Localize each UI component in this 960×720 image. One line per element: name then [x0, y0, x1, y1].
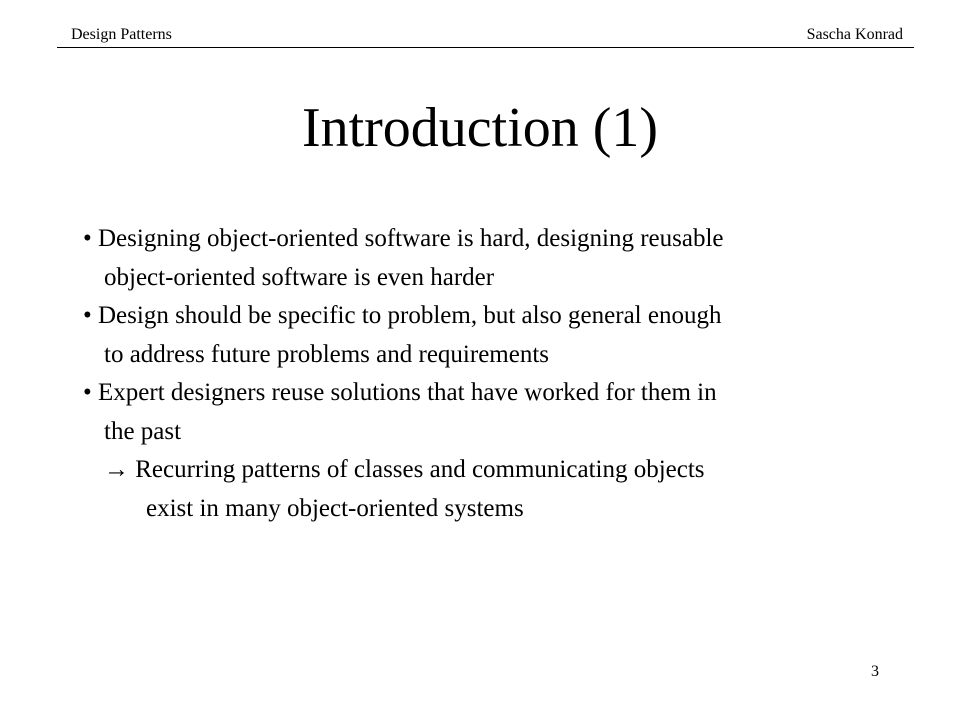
slide-title: Introduction (1) [301, 97, 659, 159]
sub-point-line: → Recurring patterns of classes and communicating objects [104, 456, 705, 483]
sub-point-continuation: exist in many object-oriented systems [146, 494, 524, 522]
bullet-continuation: object-oriented software is even harder [104, 263, 495, 291]
bullet-item [83, 374, 913, 528]
bullet-item [83, 220, 913, 297]
bullet-line: • Design should be specific to problem, but also general enough [83, 302, 722, 329]
header-author: Sascha Konrad [806, 26, 903, 43]
header-course-title: Design Patterns [71, 26, 172, 43]
header-divider [57, 47, 914, 48]
bullet-line: • Expert designers reuse solutions that have worked for them in [83, 379, 717, 406]
bullet-item [83, 297, 913, 374]
bullet-line: • Designing object-oriented software is hard, designing reusable [83, 225, 724, 252]
sub-point [83, 451, 913, 528]
bullet-continuation: to address future problems and requirements [104, 340, 550, 368]
bullet-continuation: the past [104, 417, 182, 445]
slide-body [83, 220, 913, 528]
page-number: 3 [871, 663, 879, 680]
